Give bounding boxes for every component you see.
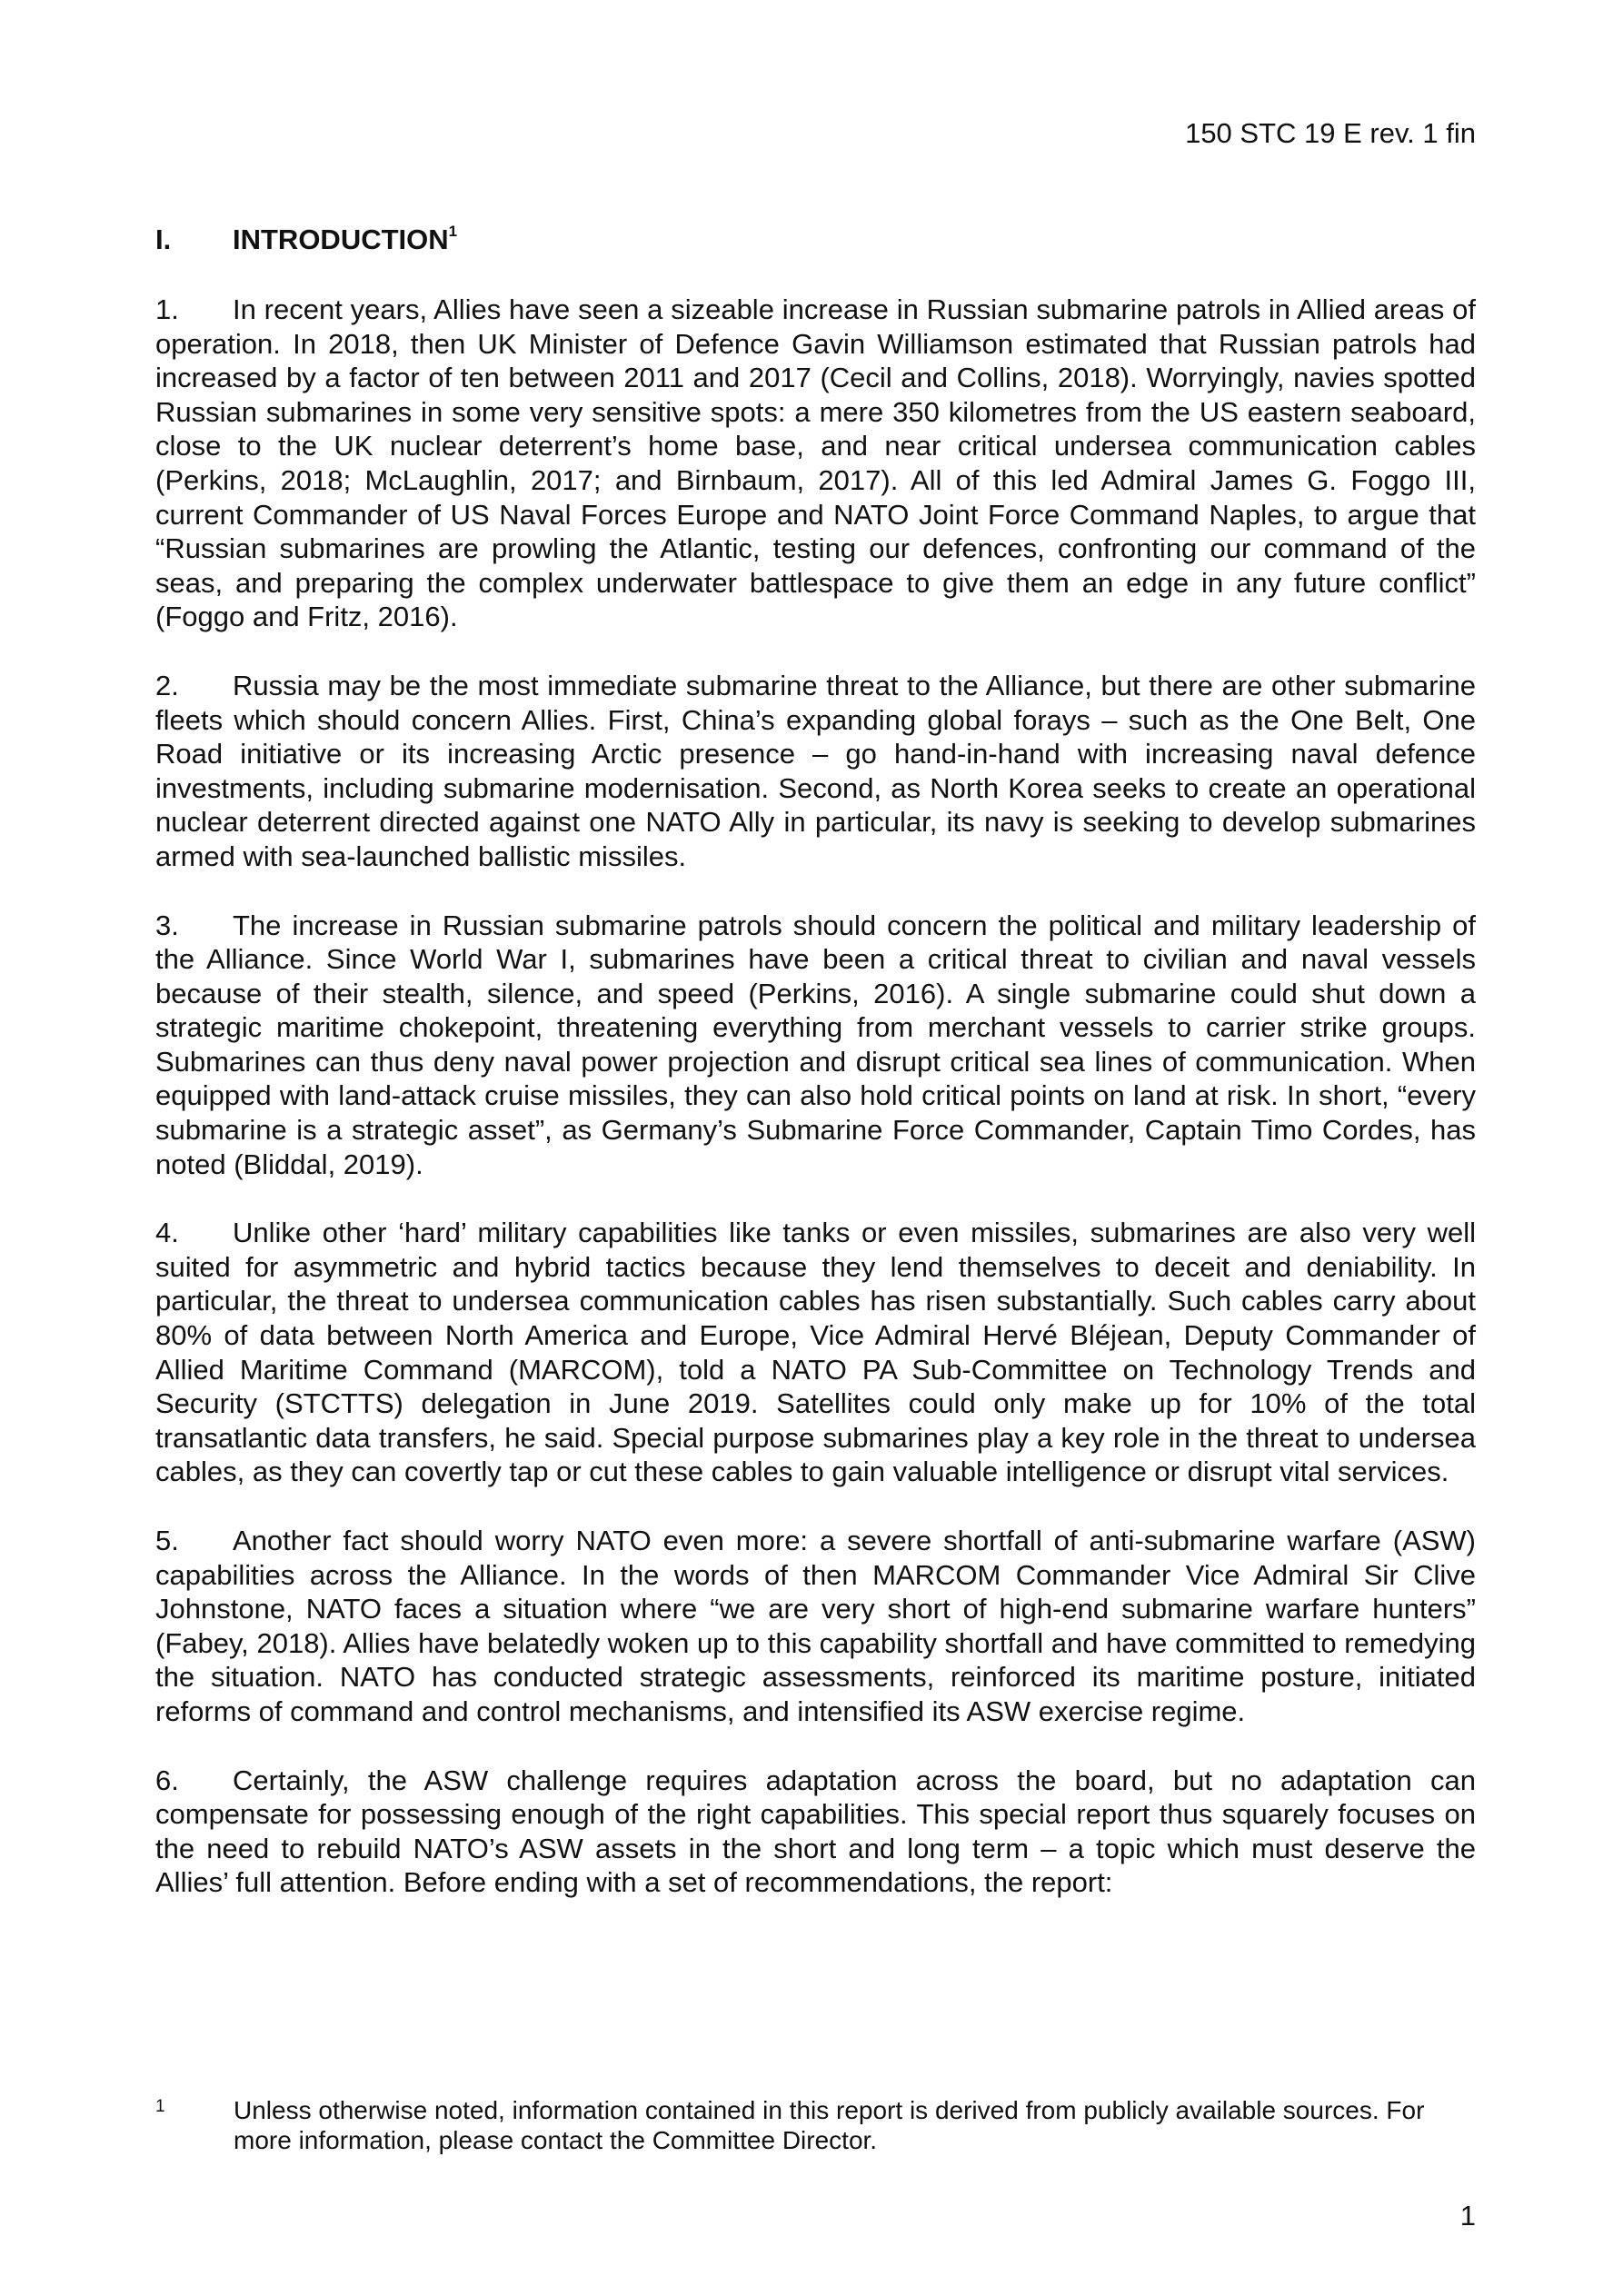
page-number: 1 xyxy=(1459,2200,1476,2231)
paragraph-6 xyxy=(155,1764,1476,1900)
paragraph-text: Russia may be the most immediate submarine threat to the Alliance, but there are other submarine fleets which should concern Allies. First, China’s expanding global forays – such as the One Belt, One Road initiative or its increasing Arctic presence – go hand-in-hand with increasing naval defence investments, including submarine modernisation. Second, as North Korea seeks to create an operational nuclear deterrent directed against one NATO Ally in particular, its navy is seeking to develop submarines armed with sea-launched ballistic missiles. xyxy=(155,669,1476,872)
paragraph-1 xyxy=(155,293,1476,634)
footnote-text: Unless otherwise noted, information contained in this report is derived from publicly available sources. For more information, please contact the Committee Director. xyxy=(234,2096,1425,2154)
section-number: I. xyxy=(155,224,172,255)
footnote xyxy=(155,2095,1476,2155)
paragraph-number: 3. xyxy=(155,909,179,941)
body-text xyxy=(155,293,1476,1934)
paragraph-text: The increase in Russian submarine patrols should concern the political and military leadership of the Alliance. Since World War I, submarines have been a critical threat to civilian and naval vessels because of their stealth, silence, and speed (Perkins, 2016). A single submarine could shut down a strategic maritime chokepoint, threatening everything from merchant vessels to carrier strike groups. Submarines can thus deny naval power projection and disrupt critical sea lines of communication. When equipped with land-attack cruise missiles, they can also hold critical points on land at risk. In short, “every submarine is a strategic asset”, as Germany’s Submarine Force Commander, Captain Timo Cordes, has noted (Bliddal, 2019). xyxy=(155,909,1476,1180)
paragraph-text: In recent years, Allies have seen a sizeable increase in Russian submarine patrols in Allied areas of operation. In 2018, then UK Minister of Defence Gavin Williamson estimated that Russian patrols had increased by a factor of ten between 2011 and 2017 (Cecil and Collins, 2018). Worryingly, navies spotted Russian submarines in some very sensitive spots: a mere 350 kilometres from the US eastern seaboard, close to the UK nuclear deterrent’s home base, and near critical undersea communication cables (Perkins, 2018; McLaughlin, 2017; and Birnbaum, 2017). All of this led Admiral James G. Foggo III, current Commander of US Naval Forces Europe and NATO Joint Force Command Naples, to argue that “Russian submarines are prowling the Atlantic, testing our defences, confronting our command of the seas, and preparing the complex underwater battlespace to give them an edge in any future conflict” (Foggo and Fritz, 2016). xyxy=(155,293,1476,633)
paragraph-number: 6. xyxy=(155,1764,179,1796)
paragraph-5 xyxy=(155,1524,1476,1729)
section-heading xyxy=(155,223,457,257)
paragraph-text: Unlike other ‘hard’ military capabilities like tanks or even missiles, submarines are also very well suited for asymmetric and hybrid tactics because they lend themselves to deceit and deniability. In particular, the threat to undersea communication cables has risen substantially. Such cables carry about 80% of data between North America and Europe, Vice Admiral Hervé Bléjean, Deputy Commander of Allied Maritime Command (MARCOM), told a NATO PA Sub-Committee on Technology Trends and Security (STCTTS) delegation in June 2019. Satellites could only make up for 10% of the total transatlantic data transfers, he said. Special purpose submarines play a key role in the threat to undersea cables, as they can covertly tap or cut these cables to gain valuable intelligence or disrupt vital services. xyxy=(155,1217,1476,1488)
paragraph-number: 4. xyxy=(155,1217,179,1249)
section-title: INTRODUCTION xyxy=(233,224,449,255)
paragraph-2 xyxy=(155,669,1476,874)
paragraph-number: 2. xyxy=(155,669,179,701)
paragraph-number: 1. xyxy=(155,293,179,325)
footnote-mark: 1 xyxy=(155,2097,165,2116)
paragraph-4 xyxy=(155,1216,1476,1489)
paragraph-3 xyxy=(155,909,1476,1182)
paragraph-text: Certainly, the ASW challenge requires adaptation across the board, but no adaptation can compensate for possessing enough of the right capabilities. This special report thus squarely focuses on the need to rebuild NATO’s ASW assets in the short and long term – a topic which must deserve the Allies’ full attention. Before ending with a set of recommendations, the report: xyxy=(155,1764,1476,1899)
paragraph-text: Another fact should worry NATO even more: a severe shortfall of anti-submarine warfare (ASW) capabilities across the Alliance. In the words of then MARCOM Commander Vice Admiral Sir Clive Johnstone, NATO faces a situation where “we are very short of high-end submarine warfare hunters” (Fabey, 2018). Allies have belatedly woken up to this capability shortfall and have committed to remedying the situation. NATO has conducted strategic assessments, reinforced its maritime posture, initiated reforms of command and control mechanisms, and intensified its ASW exercise regime. xyxy=(155,1525,1476,1727)
paragraph-number: 5. xyxy=(155,1525,179,1556)
footnote-reference: 1 xyxy=(448,223,458,240)
document-reference: 150 STC 19 E rev. 1 fin xyxy=(1185,117,1476,149)
